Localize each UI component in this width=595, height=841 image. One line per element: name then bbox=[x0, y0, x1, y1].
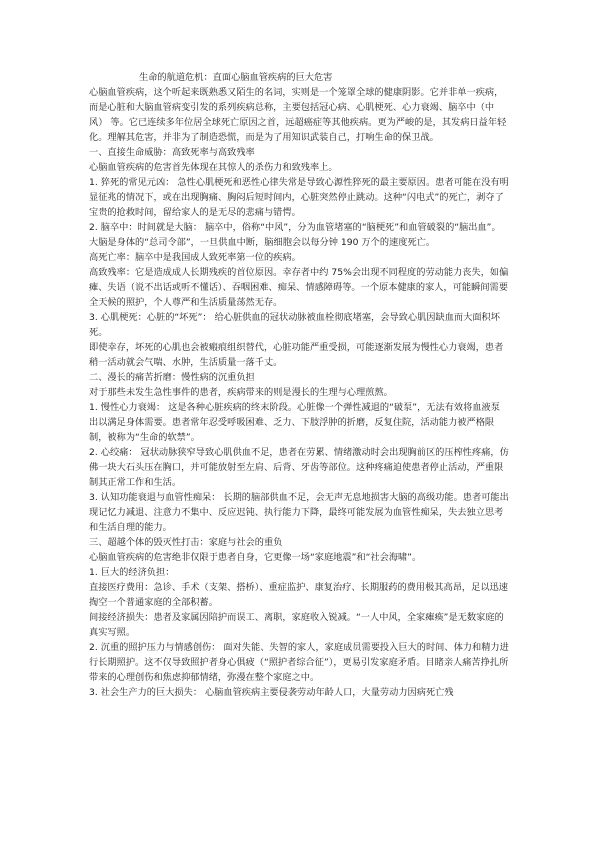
list-item: 1. 慢性心力衰竭： 这是各种心脏疾病的终末阶段。心脏像一个弹性减退的“破泵”，无法有效将血液泵出以满足身体需要。患者常年忍受呼吸困难、乏力、下肢浮肿的折磨，反复住院，活动能力被严格限制，被称为“生命的软禁”。 bbox=[89, 402, 500, 443]
list-item: 2. 心绞痛： 冠状动脉狭窄导致心肌供血不足，患者在劳累、情绪激动时会出现胸前区的压榨性疼痛，仿佛一块大石头压在胸口，并可能放射至左肩、后背、牙齿等部位。这种疼痛迫使患者停止活动，严重限制其正常工作和生活。 bbox=[89, 447, 509, 488]
list-item: 2. 沉重的照护压力与情感创伤： 面对失能、失智的家人，家庭成员需要投入巨大的时间、体力和精力进行长期照护。这不仅导致照护者身心俱疲（“照护者综合征”），更易引发家庭矛盾。目睹亲人痛苦挣扎所带来的心理创伤和焦虑抑郁情绪，弥漫在整个家庭之中。 bbox=[89, 642, 509, 683]
list-item: 3. 社会生产力的巨大损失： 心脑血管疾病主要侵袭劳动年龄人口，大量劳动力因病死亡残 bbox=[89, 687, 454, 698]
document-body bbox=[89, 70, 509, 700]
section-heading-1: 一、直接生命威胁：高致死率与高致残率 bbox=[89, 147, 255, 158]
list-item: 2. 脑卒中：时间就是大脑： 脑卒中，俗称“中风”，分为血管堵塞的“脑梗死”和血管破裂的“脑出血”。大脑是身体的“总司令部”，一旦供血中断，脑细胞会以每分钟 190 万个的速度死亡。 bbox=[89, 222, 501, 248]
paragraph: 间接经济损失：患者及家属因陪护而误工、离职，家庭收入锐减。“一人中风，全家瘫痪”是无数家庭的真实写照。 bbox=[89, 612, 504, 638]
paragraph: 即使幸存，坏死的心肌也会被瘢痕组织替代，心脏功能严重受损，可能逐渐发展为慢性心力衰竭，患者稍一活动就会气喘、水肿，生活质量一落千丈。 bbox=[89, 342, 504, 368]
section-heading-3: 三、超越个体的毁灭性打击：家庭与社会的重负 bbox=[89, 537, 283, 548]
paragraph: 直接医疗费用：急诊、手术（支架、搭桥）、重症监护、康复治疗、长期服药的费用极其高昂，足以迅速掏空一个普通家庭的全部积蓄。 bbox=[89, 582, 508, 608]
list-item: 1. 猝死的常见元凶： 急性心肌梗死和恶性心律失常是导致心源性猝死的最主要原因。患者可能在没有明显征兆的情况下，或在出现胸痛、胸闷后短时间内，心脏突然停止跳动。这种“闪电式”的死亡，剥夺了宝贵的抢救时间，留给家人的是无尽的悲痛与错愕。 bbox=[89, 177, 509, 218]
document-title: 生命的航道危机：直面心脑血管疾病的巨大危害 bbox=[139, 72, 333, 83]
paragraph: 对于那些未发生急性事件的患者，疾病带来的则是漫长的生理与心理煎熬。 bbox=[89, 387, 393, 398]
paragraph: 高死亡率：脑卒中是我国成人致死率第一位的疾病。 bbox=[89, 252, 301, 263]
list-item: 3. 认知功能衰退与血管性痴呆： 长期的脑部供血不足，会无声无息地损害大脑的高级功能。患者可能出现记忆力减退、注意力不集中、反应迟钝、执行能力下降，最终可能发展为血管性痴呆，失去独立思考和生活自理的能力。 bbox=[89, 492, 509, 533]
list-item: 3. 心肌梗死：心脏的“坏死”： 给心脏供血的冠状动脉被血栓彻底堵塞，会导致心肌因缺血而大面积坏死。 bbox=[89, 312, 500, 338]
list-item: 1. 巨大的经济负担： bbox=[89, 567, 175, 578]
intro-paragraph: 心脑血管疾病，这个听起来既熟悉又陌生的名词，实则是一个笼罩全球的健康阴影。它并非单一疾病，而是心脏和大脑血管病变引发的系列疾病总称，主要包括冠心病、心肌梗死、心力衰竭、脑卒中（中风） 等。它已连续多年位居全球死亡原因之首，远超癌症等其他疾病。更为严峻的是，其发病日益年轻化。理解其危害，并非为了制造恐慌，而是为了用知识武装自己，打响生命的保卫战。 bbox=[89, 87, 507, 143]
section-heading-2: 二、漫长的痛苦折磨：慢性病的沉重负担 bbox=[89, 372, 255, 383]
paragraph: 心脑血管疾病的危害首先体现在其惊人的杀伤力和致残率上。 bbox=[89, 162, 338, 173]
paragraph: 高致残率：它是造成成人长期残疾的首位原因。幸存者中约 75%会出现不同程度的劳动能力丧失，如偏瘫、失语（说不出话或听不懂话）、吞咽困难、痴呆、情感障碍等。一个原本健康的家人，可能瞬间需要全天候的照护，个人尊严和生活质量荡然无存。 bbox=[89, 267, 509, 308]
paragraph: 心脑血管疾病的危害绝非仅限于患者自身，它更像一场“家庭地震”和“社会海啸”。 bbox=[89, 552, 422, 563]
